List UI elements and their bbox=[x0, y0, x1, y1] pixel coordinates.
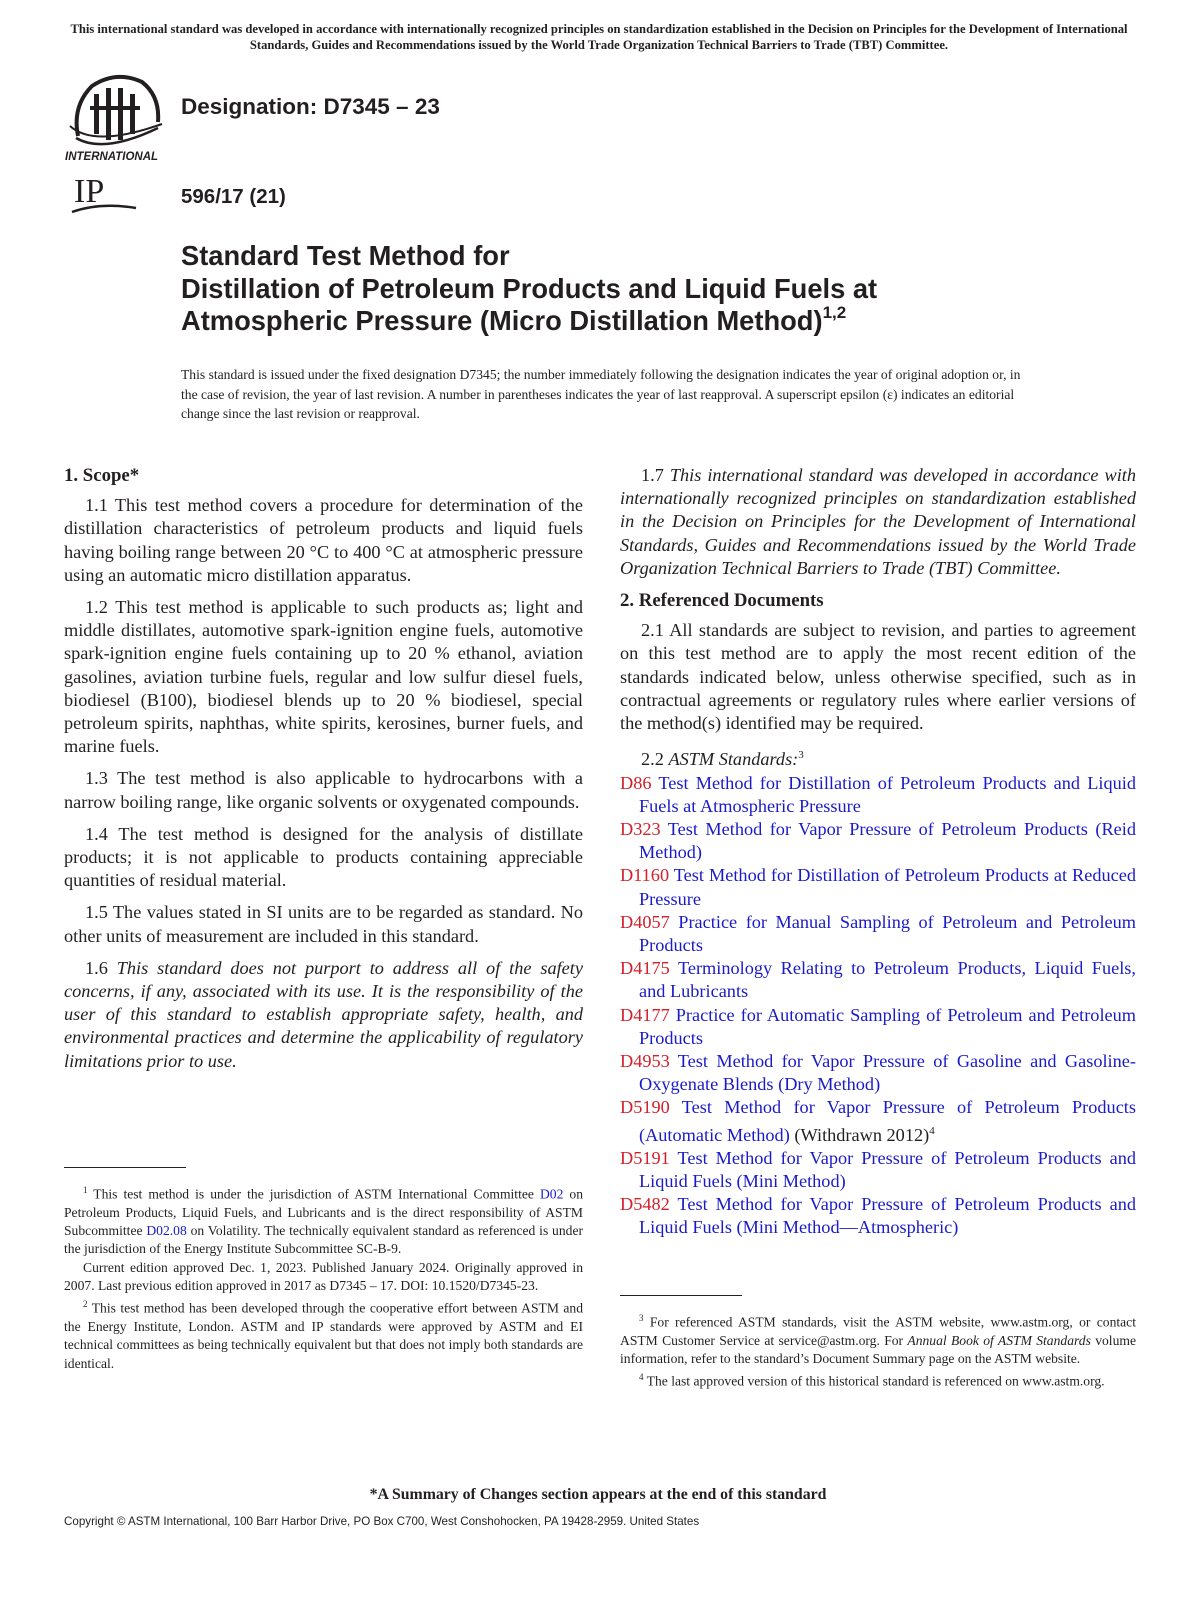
standard-code-link[interactable]: D5482 bbox=[620, 1194, 670, 1215]
ip-energy-institute-logo-icon bbox=[70, 172, 142, 218]
paragraph-2-2 bbox=[620, 744, 1136, 771]
referenced-standard-item[interactable] bbox=[620, 1050, 1136, 1096]
footnote-3-text-a: For referenced ASTM standards, visit the ASTM website, www.astm.org, or contact ASTM Customer Service at service@astm.org. For bbox=[620, 1314, 1136, 1348]
footnote-2 bbox=[64, 1295, 583, 1373]
standard-title-link[interactable]: Terminology Relating to Petroleum Products, Liquid Fuels, and Lubricants bbox=[639, 958, 1136, 1002]
standard-title-link[interactable]: Practice for Manual Sampling of Petroleum and Petroleum Products bbox=[639, 911, 1136, 955]
title-line-3 bbox=[181, 305, 1081, 338]
standard-code-link[interactable]: D1160 bbox=[620, 865, 670, 886]
footnote-divider-left bbox=[64, 1167, 186, 1168]
referenced-standard-item[interactable] bbox=[620, 818, 1136, 864]
top-notice: This international standard was developed in accordance with internationally recognized principles on standardization established in the Decision on Principles for the Development of International Standards, Guides and Recommendations issued by the World Trade Organization Technical Barriers to Trade (TBT) Committee. bbox=[70, 22, 1128, 52]
paragraph-1-4: 1.4 The test method is designed for the analysis of distillate products; it is not applicable to products containing appreciable quantities of residual material. bbox=[64, 823, 583, 891]
standard-title-link[interactable]: Test Method for Vapor Pressure of Petroleum Products and Liquid Fuels (Mini Method) bbox=[639, 1147, 1136, 1192]
paragraph-1-2: 1.2 This test method is applicable to such products as; light and middle distillates, automotive spark-ignition engine fuels, automotive spark-ignition engine fuels containing up to 20 % ethanol, aviation gasolines, aviation turbine fuels, regular and low sulfur diesel fuels, biodiesel (B100), biodiesel blends up to 20 % biodiesel, special petroleum spirits, naphthas, white spirits, kerosines, burner fuels, and marine fuels. bbox=[64, 597, 583, 757]
footnote-2-marker: 2 bbox=[83, 1299, 88, 1310]
paragraph-1-6-number: 1.6 bbox=[85, 957, 108, 978]
title-line-3-text: Atmospheric Pressure (Micro Distillation Method) bbox=[181, 305, 823, 337]
footnote-1-text-b: on Petroleum Products, Liquid Fuels, and Lubricants and is the direct responsibility of ASTM Subcommittee bbox=[64, 1186, 583, 1239]
astm-standards-label: ASTM Standards: bbox=[668, 749, 799, 770]
issuance-note: This standard is issued under the fixed designation D7345; the number immediately following the designation indicates the year of original adoption or, in the case of revision, the year of last revision. A number in parentheses indicates the year of last reapproval. A superscript epsilon (ε) indicates an editorial change since the last revision or reapproval. bbox=[181, 367, 1021, 421]
referenced-standard-item[interactable] bbox=[620, 1096, 1136, 1147]
footnote-4-text: The last approved version of this historical standard is referenced on www.astm.org. bbox=[646, 1373, 1105, 1389]
referenced-standard-item[interactable] bbox=[620, 911, 1136, 957]
footnotes-left bbox=[64, 1181, 583, 1373]
edition-note: Current edition approved Dec. 1, 2023. Published January 2024. Originally approved in 2007. Last previous edition approved in 2017 as D7345 – 17. DOI: 10.1520/D7345-23. bbox=[64, 1259, 583, 1294]
withdrawn-note: (Withdrawn 2012) bbox=[794, 1124, 930, 1145]
standard-title-link[interactable]: Test Method for Vapor Pressure of Petroleum Products (Reid Method) bbox=[639, 818, 1136, 863]
referenced-standards-list bbox=[620, 772, 1136, 1240]
footnote-1-text-c: on Volatility. The technically equivalent standard as referenced is under the jurisdiction of the Energy Institute Subcommittee SC-B-9. bbox=[64, 1223, 584, 1257]
subcommittee-d02-08-link[interactable]: D02.08 bbox=[146, 1223, 187, 1239]
referenced-standard-item[interactable] bbox=[620, 772, 1136, 818]
footnote-ref-3[interactable]: 3 bbox=[798, 749, 804, 762]
standard-title-link[interactable]: Test Method for Vapor Pressure of Gasoline and Gasoline-Oxygenate Blends (Dry Method) bbox=[639, 1050, 1136, 1095]
right-column bbox=[620, 464, 1136, 1240]
footnote-3-marker: 3 bbox=[639, 1313, 644, 1323]
document-title bbox=[181, 240, 1081, 338]
standard-code-link[interactable]: D5190 bbox=[620, 1097, 670, 1118]
title-line-2: Distillation of Petroleum Products and Liquid Fuels at bbox=[181, 272, 878, 304]
standard-code-link[interactable]: D4953 bbox=[620, 1050, 670, 1071]
footnote-1 bbox=[64, 1181, 583, 1259]
paragraph-1-7-text: This international standard was developed in accordance with internationally recognized principles on standardization established in the Decision on Principles for the Development of International Standards, Guides and Recommendations issued by the World Trade Organization Technical Barriers to Trade (TBT) Committee. bbox=[620, 465, 1136, 578]
copyright-line: Copyright © ASTM International, 100 Barr Harbor Drive, PO Box C700, West Conshohocken, PA 19428-2959. United States bbox=[64, 1515, 700, 1528]
standard-code-link[interactable]: D4057 bbox=[620, 911, 670, 932]
referenced-standard-item[interactable] bbox=[620, 957, 1136, 1003]
paragraph-1-7 bbox=[620, 464, 1136, 580]
footnote-1-text-a: This test method is under the jurisdiction of ASTM International Committee bbox=[93, 1186, 534, 1202]
astm-international-logo-icon bbox=[64, 68, 168, 164]
standard-title-link[interactable]: Practice for Automatic Sampling of Petroleum and Petroleum Products bbox=[639, 1004, 1137, 1048]
summary-of-changes-note: *A Summary of Changes section appears at the end of this standard bbox=[369, 1486, 827, 1503]
standard-title-link[interactable]: Test Method for Distillation of Petroleum Products at Reduced Pressure bbox=[639, 865, 1136, 909]
footnote-ref-4[interactable]: 4 bbox=[929, 1124, 935, 1137]
ip-number: 596/17 (21) bbox=[181, 185, 286, 208]
scope-heading: 1. Scope* bbox=[64, 465, 140, 486]
paragraph-1-6 bbox=[64, 957, 583, 1073]
standard-code-link[interactable]: D4175 bbox=[620, 958, 670, 979]
referenced-standard-item[interactable] bbox=[620, 1193, 1136, 1239]
referenced-documents-heading: 2. Referenced Documents bbox=[620, 590, 824, 612]
footnote-2-text: This test method has been developed through the cooperative effort between ASTM and the Energy Institute, London. ASTM and IP standards were approved by ASTM and EI technical committees as being technically equivalent but that does not imply both standards are identical. bbox=[64, 1300, 584, 1371]
paragraph-1-5: 1.5 The values stated in SI units are to be regarded as standard. No other units of measurement are included in this standard. bbox=[64, 902, 583, 946]
footnote-3 bbox=[620, 1309, 1136, 1368]
referenced-standard-item[interactable] bbox=[620, 1147, 1136, 1193]
footnotes-right bbox=[620, 1309, 1136, 1391]
ip-logo-text: IP bbox=[74, 173, 105, 210]
standard-title-link[interactable]: Test Method for Distillation of Petroleum Products and Liquid Fuels at Atmospheric Pressure bbox=[639, 772, 1136, 816]
standard-code-link[interactable]: D5191 bbox=[620, 1147, 670, 1168]
standard-code-link[interactable]: D323 bbox=[620, 818, 661, 839]
standard-title-link[interactable]: Test Method for Vapor Pressure of Petroleum Products (Automatic Method) bbox=[639, 1097, 1137, 1145]
paragraph-1-1: 1.1 This test method covers a procedure for determination of the distillation characteristics of petroleum products and liquid fuels having boiling range between 20 °C to 400 °C at atmospheric pressure using an automatic micro distillation apparatus. bbox=[64, 495, 583, 585]
footnote-4-marker: 4 bbox=[639, 1372, 644, 1383]
footnote-4 bbox=[620, 1368, 1136, 1391]
left-column bbox=[64, 464, 583, 1082]
paragraph-1-6-text: This standard does not purport to address all of the safety concerns, if any, associated with its use. It is the responsibility of the user of this standard to establish appropriate safety, health, and environmental practices and determine the applicability of regulatory limitations prior to use. bbox=[64, 957, 583, 1071]
title-line-1: Standard Test Method for bbox=[181, 240, 510, 271]
standard-code-link[interactable]: D4177 bbox=[620, 1004, 670, 1025]
standard-title-link[interactable]: Test Method for Vapor Pressure of Petroleum Products and Liquid Fuels (Mini Method—Atmospheric) bbox=[639, 1194, 1136, 1238]
footnote-divider-right bbox=[620, 1295, 742, 1296]
footnote-1-marker: 1 bbox=[83, 1185, 88, 1195]
ip-logo bbox=[70, 172, 142, 218]
footnote-3-text-b: volume information, refer to the standard’s Document Summary page on the ASTM website. bbox=[620, 1332, 1136, 1367]
paragraph-1-7-number: 1.7 bbox=[641, 465, 664, 485]
astm-logo bbox=[64, 68, 168, 164]
logo-text: INTERNATIONAL bbox=[65, 151, 159, 163]
paragraph-2-2-number: 2.2 bbox=[641, 749, 664, 770]
standard-code-link[interactable]: D86 bbox=[620, 772, 652, 793]
referenced-standard-item[interactable] bbox=[620, 1004, 1136, 1050]
title-footnote-ref[interactable]: 1,2 bbox=[822, 303, 847, 323]
paragraph-2-1: 2.1 All standards are subject to revision, and parties to agreement on this test method are to apply the most recent edition of the standards indicated below, unless otherwise specified, such as in contractual agreements or regulatory rules where earlier versions of the method(s) identified may be required. bbox=[620, 620, 1136, 734]
paragraph-1-3: 1.3 The test method is also applicable to hydrocarbons with a narrow boiling range, like organic solvents or oxygenated compounds. bbox=[64, 768, 583, 812]
referenced-standard-item[interactable] bbox=[620, 864, 1136, 910]
designation: Designation: D7345 – 23 bbox=[181, 94, 440, 119]
committee-d02-link[interactable]: D02 bbox=[539, 1186, 564, 1202]
footnote-3-italic: Annual Book of ASTM Standards bbox=[907, 1332, 1091, 1348]
